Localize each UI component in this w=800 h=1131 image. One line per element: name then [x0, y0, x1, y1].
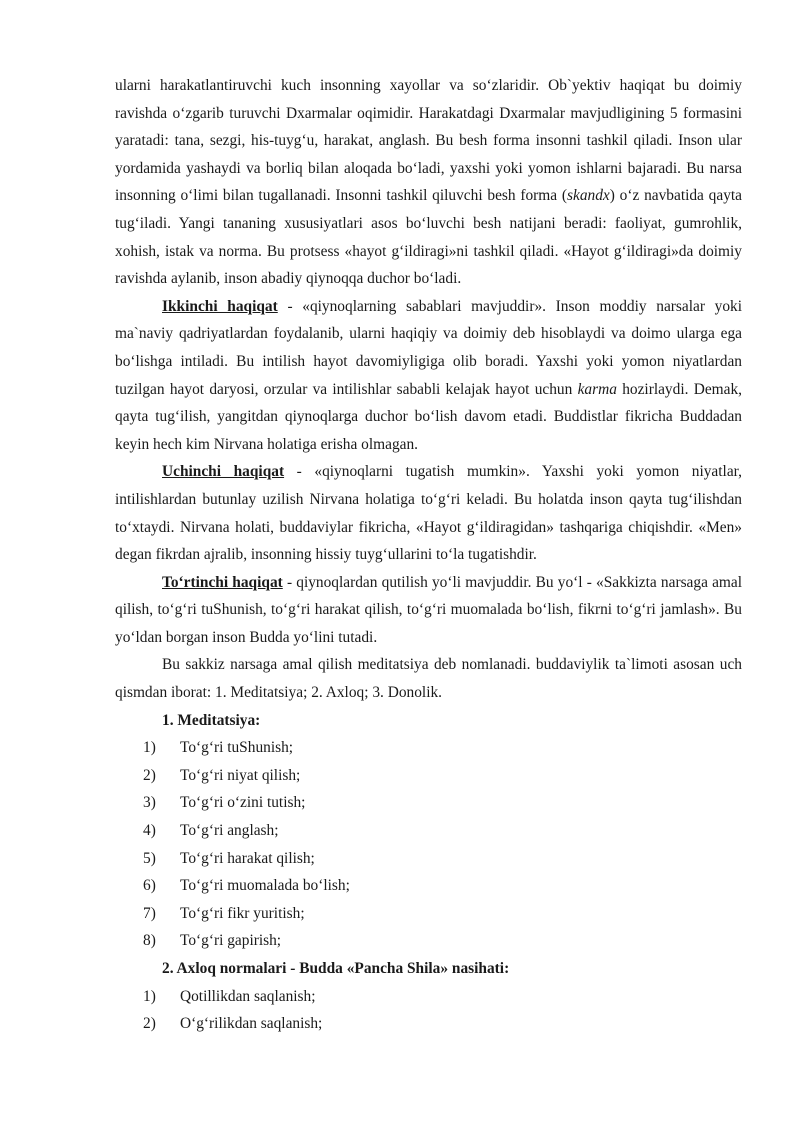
truth2-term-karma: karma [577, 380, 617, 398]
list-text: To‘g‘ri fikr yuritish; [180, 904, 305, 922]
truth2-text-1: - «qiynoqlarning sabablari mavjuddir». Inson moddiy narsalar yoki ma`naviy qadriyatlardan foydalanib, ularni haqiqiy va doimiy deb hisoblaydi va doimo ularga ega bo‘lishga intiladi. Bu intilish hayot davomiyligiga olib boradi. Yaxshi yoki yomon niyatlardan tuzilgan hayot daryosi, orzular va intilishlar sababli kelajak hayot uchun [115, 297, 742, 398]
list-text: To‘g‘ri gapirish; [180, 932, 282, 950]
list-item [115, 927, 742, 955]
truth2-heading: Ikkinchi haqiqat [162, 297, 278, 315]
intro-text-2: ) o‘z navbatida qayta tug‘iladi. Yangi tananing xususiyatlari asos bo‘luvchi besh natijani beradi: faoliyat, gumrohlik, xohish, istak va norma. Bu protsess «hayot g‘ildiragi»ni tashkil qiladi. «Hayot g‘ildiragi»da doimiy ravishda aylanib, inson abadiy qiynoqqa duchor bo‘ladi. [115, 187, 742, 288]
list-number: 4) [143, 822, 156, 840]
section2-list [115, 983, 742, 1038]
list-number: 8) [143, 932, 156, 950]
list-text: To‘g‘ri tuShunish; [180, 739, 294, 757]
list-text: To‘g‘ri o‘zini tutish; [180, 794, 306, 812]
truth2-paragraph [115, 293, 742, 459]
list-text: O‘g‘rilikdan saqlanish; [180, 1015, 323, 1033]
list-text: To‘g‘ri anglash; [180, 822, 279, 840]
intro-term-skandx: skandx [567, 187, 610, 205]
list-item [115, 1010, 742, 1038]
list-item [115, 789, 742, 817]
truth3-heading: Uchinchi haqiqat [162, 463, 285, 481]
list-number: 1) [143, 987, 156, 1005]
list-number: 1) [143, 739, 156, 757]
intro-text-1: ularni harakatlantiruvchi kuch insonning xayollar va so‘zlaridir. Ob`yektiv haqiqat bu doimiy ravishda o‘zgarib turuvchi Dxarmalar oqimidir. Harakatdagi Dxarmalar mavjudligining 5 formasini yaratadi: tana, sezgi, his-tuyg‘u, harakat, anglash. Bu besh forma insonni tashkil qiladi. Inson ular yordamida yashaydi va borliq bilan aloqada bo‘ladi, yaxshi yoki yomon ishlarni bajaradi. Bu narsa insonning o‘limi bilan tugallanadi. Insonni tashkil qiluvchi besh forma ( [115, 77, 742, 205]
list-item [115, 872, 742, 900]
list-number: 6) [143, 877, 156, 895]
truth4-heading: To‘rtinchi haqiqat [162, 573, 283, 591]
list-item [115, 734, 742, 762]
list-text: To‘g‘ri niyat qilish; [180, 766, 301, 784]
section1-list [115, 734, 742, 955]
list-number: 3) [143, 794, 156, 812]
document-page [115, 72, 742, 1038]
truth3-text: - «qiynoqlarni tugatish mumkin». Yaxshi yoki yomon niyatlar, intilishlardan butunlay uzilish Nirvana holatiga to‘g‘ri keladi. Bu holatda inson qayta tug‘ilishdan to‘xtaydi. Nirvana holati, buddaviylar fikricha, «Hayot g‘ildiragidan» tashqariga chiqishdir. «Men» degan fikrdan ajralib, insonning hissiy tuyg‘ullarini to‘la tugatishdir. [115, 463, 743, 564]
list-number: 5) [143, 849, 156, 867]
list-number: 7) [143, 904, 156, 922]
intro-paragraph [115, 72, 742, 293]
truth4-paragraph [115, 569, 742, 652]
list-item [115, 817, 742, 845]
list-item [115, 762, 742, 790]
section2-title: 2. Axloq normalari - Budda «Pancha Shila» nasihati: [162, 960, 510, 977]
list-number: 2) [143, 1015, 156, 1033]
list-number: 2) [143, 766, 156, 784]
list-item [115, 983, 742, 1011]
list-item [115, 845, 742, 873]
list-text: To‘g‘ri muomalada bo‘lish; [180, 877, 350, 895]
truth4-text: - qiynoqlardan qutilish yo‘li mavjuddir. Bu yo‘l - «Sakkizta narsaga amal qilish, to‘g‘ri tuShunish, to‘g‘ri harakat qilish, to‘g‘ri muomalada bo‘lish, fikrni to‘g‘ri jamlash». Bu yo‘ldan borgan inson Budda yo‘lini tutadi. [115, 573, 743, 646]
section1-title: 1. Meditatsiya: [162, 711, 261, 729]
truth3-paragraph [115, 458, 742, 568]
list-text: Qotillikdan saqlanish; [180, 987, 316, 1005]
truth2-text-2: hozirlaydi. Demak, qayta tug‘ilish, yangitdan qiynoqlarga duchor bo‘lish davom etadi. Buddistlar fikricha Buddadan keyin hech kim Nirvana holatiga erisha olmagan. [115, 380, 743, 453]
list-item [115, 900, 742, 928]
summary-paragraph: Bu sakkiz narsaga amal qilish meditatsiya deb nomlanadi. buddaviylik ta`limoti asosan uch qismdan iborat: 1. Meditatsiya; 2. Axloq; 3. Donolik. [115, 656, 742, 702]
list-text: To‘g‘ri harakat qilish; [180, 849, 315, 867]
